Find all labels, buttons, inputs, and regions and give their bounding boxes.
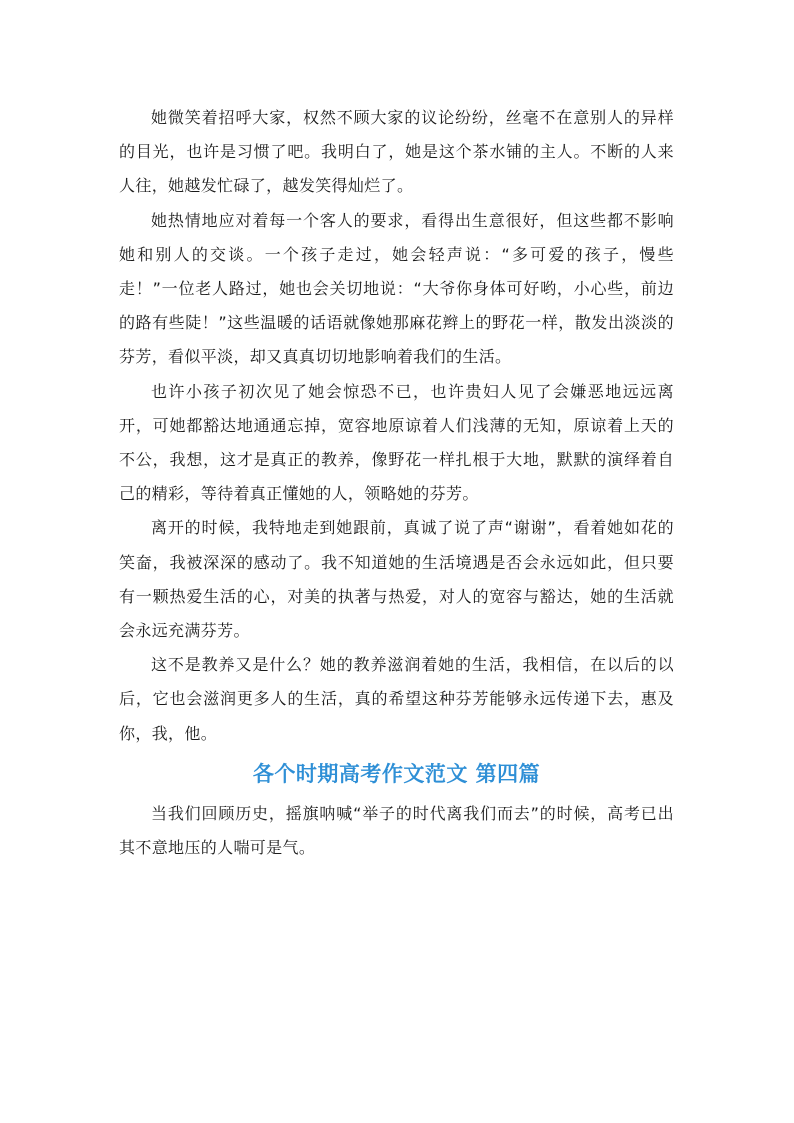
paragraph: 离开的时候，我特地走到她跟前，真诚了说了声“谢谢”，看着她如花的笑奤，我被深深的感动了。我不知道她的生活境遇是否会永远如此，但只要有一颗热爱生活的心，对美的执著与热爱，对人的宽容与豁达，她的生活就会永远充满芬芳。 (119, 518, 674, 641)
paragraph: 当我们回顾历史，摇旗呐喊“举子的时代离我们而去”的时候，高考已出其不意地压的人喘可是气。 (119, 803, 674, 858)
paragraph: 她热情地应对着每一个客人的要求，看得出生意很好，但这些都不影响她和别人的交谈。一个孩子走过，她会轻声说：“多可爱的孩子，慢些走！”一位老人路过，她也会关切地说：“大爷你身体可好哟，小心些，前边的路有些陡！”这些温暖的话语就像她那麻花辫上的野花一样，散发出淡淡的芬芳，看似平淡，却又真真切切地影响着我们的生活。 (119, 210, 674, 367)
paragraph: 也许小孩子初次见了她会惊恐不已，也许贵妇人见了会嫌恶地远远离开，可她都豁达地通通忘掉，宽容地原谅着人们浅薄的无知，原谅着上天的不公，我想，这才是真正的教养，像野花一样扎根于大地，默默的演绎着自己的精彩，等待着真正懂她的人，领略她的芬芳。 (119, 381, 674, 504)
paragraph: 她微笑着招呼大家，权然不顾大家的议论纷纷，丝毫不在意别人的异样的目光，也许是习惯了吧。我明白了，她是这个茶水铺的主人。不断的人来人往，她越发忙碌了，越发笑得灿烂了。 (119, 108, 674, 196)
document-body (119, 101, 674, 865)
section-heading: 各个时期高考作文范文 第四篇 (252, 761, 541, 786)
paragraph: 这不是教养又是什么？她的教养滋润着她的生活，我相信，在以后的以后，它也会滋润更多人的生活，真的希望这种芬芳能够永远传递下去，惠及你，我，他。 (119, 655, 674, 743)
